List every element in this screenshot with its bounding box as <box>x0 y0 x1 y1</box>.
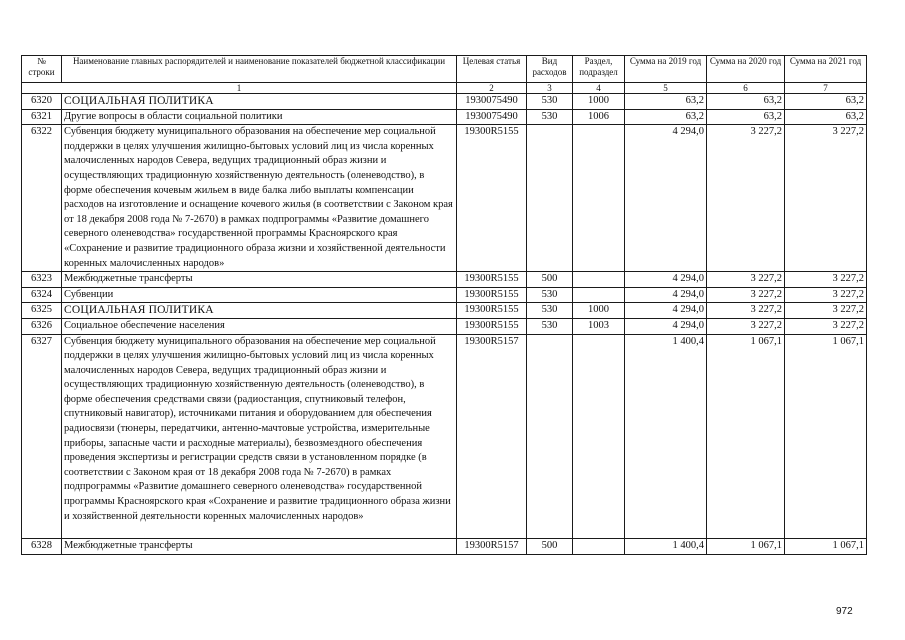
table-row <box>22 272 867 288</box>
row-sum-2020: 3 227,2 <box>707 318 785 334</box>
header-sum-2019: Сумма на 2019 год <box>625 56 707 83</box>
row-sum-2019: 1 400,4 <box>625 539 707 555</box>
row-target-article: 1930075490 <box>457 94 527 110</box>
row-sum-2020: 1 067,1 <box>707 334 785 539</box>
row-section <box>573 539 625 555</box>
row-sum-2020: 3 227,2 <box>707 272 785 288</box>
row-number: 6324 <box>22 287 62 303</box>
row-name: Межбюджетные трансферты <box>62 272 457 288</box>
row-target-article: 1930075490 <box>457 109 527 125</box>
row-expense-type <box>527 125 573 272</box>
row-name: Другие вопросы в области социальной политики <box>62 109 457 125</box>
row-sum-2019: 4 294,0 <box>625 303 707 319</box>
column-number-1: 1 <box>22 83 457 94</box>
header-target-article: Целевая статья <box>457 56 527 83</box>
header-sum-2020: Сумма на 2020 год <box>707 56 785 83</box>
row-expense-type: 530 <box>527 94 573 110</box>
row-sum-2021: 3 227,2 <box>785 318 867 334</box>
budget-table <box>21 55 867 555</box>
row-sum-2021: 1 067,1 <box>785 539 867 555</box>
row-sum-2021: 1 067,1 <box>785 334 867 539</box>
row-sum-2019: 1 400,4 <box>625 334 707 539</box>
row-number: 6321 <box>22 109 62 125</box>
row-target-article: 19300R5157 <box>457 539 527 555</box>
row-target-article: 19300R5155 <box>457 272 527 288</box>
row-section <box>573 334 625 539</box>
row-name: Субвенция бюджету муниципального образования на обеспечение мер социальной поддержки в целях улучшения жилищно-бытовых условий лиц из числа коренных малочисленных народов Севера, ведущих традиционный образ жизни и осуществляющих традиционную хозяйственную деятельность (оленеводство), в форме обеспечения кочевым жильем в виде балка либо выплаты компенсации расходов на изготовление и оснащение кочевого жилья (в соответствии с Законом края от 18 декабря 2008 года № 7-2670) в рамках подпрограммы «Развитие домашнего северного оленеводства» государственной программы Красноярского края «Сохранение и развитие традиционного образа жизни и хозяйственной деятельности коренных малочисленных народов» <box>62 125 457 272</box>
row-number: 6323 <box>22 272 62 288</box>
row-target-article: 19300R5157 <box>457 334 527 539</box>
row-sum-2020: 3 227,2 <box>707 125 785 272</box>
header-name: Наименование главных распорядителей и наименование показателей бюджетной классификации <box>62 56 457 83</box>
row-name: СОЦИАЛЬНАЯ ПОЛИТИКА <box>62 94 457 110</box>
row-sum-2021: 63,2 <box>785 109 867 125</box>
row-number: 6327 <box>22 334 62 539</box>
table-row <box>22 109 867 125</box>
table-row <box>22 539 867 555</box>
row-target-article: 19300R5155 <box>457 318 527 334</box>
row-expense-type <box>527 334 573 539</box>
row-section <box>573 287 625 303</box>
row-sum-2021: 63,2 <box>785 94 867 110</box>
row-sum-2019: 4 294,0 <box>625 287 707 303</box>
column-number-5: 5 <box>625 83 707 94</box>
row-sum-2019: 4 294,0 <box>625 125 707 272</box>
header-row-number: № строки <box>22 56 62 83</box>
row-sum-2021: 3 227,2 <box>785 303 867 319</box>
row-sum-2019: 4 294,0 <box>625 318 707 334</box>
row-section: 1000 <box>573 303 625 319</box>
row-number: 6322 <box>22 125 62 272</box>
column-number-row <box>22 83 867 94</box>
column-number-3: 3 <box>527 83 573 94</box>
row-sum-2019: 4 294,0 <box>625 272 707 288</box>
row-name: Субвенции <box>62 287 457 303</box>
column-number-2: 2 <box>457 83 527 94</box>
row-name: Субвенция бюджету муниципального образования на обеспечение мер социальной поддержки в целях улучшения жилищно-бытовых условий лиц из числа коренных малочисленных народов Севера, ведущих традиционный образ жизни и осуществляющих традиционную хозяйственную деятельность (оленеводство), в форме обеспечения средствами связи (радиостанция, спутниковый телефон, спутниковый навигатор), источниками питания и оборудованием для обеспечения радиосвязи (тюнеры, передатчики, антенно-мачтовые устройства, измерительные приборы, запасные части и расходные материалы), безвозмездного обеспечения проведения экспертизы и регистрации средств связи в установленном порядке (в соответствии с Законом края от 18 декабря 2008 года № 7-2670) в рамках подпрограммы «Развитие домашнего северного оленеводства» государственной программы Красноярского края «Сохранение и развитие традиционного образа жизни и хозяйственной деятельности коренных малочисленных народов» <box>62 334 457 539</box>
row-expense-type: 500 <box>527 272 573 288</box>
row-sum-2019: 63,2 <box>625 109 707 125</box>
table-row <box>22 303 867 319</box>
row-sum-2020: 1 067,1 <box>707 539 785 555</box>
row-sum-2021: 3 227,2 <box>785 272 867 288</box>
row-sum-2019: 63,2 <box>625 94 707 110</box>
row-expense-type: 500 <box>527 539 573 555</box>
row-section <box>573 272 625 288</box>
header-sum-2021: Сумма на 2021 год <box>785 56 867 83</box>
row-sum-2021: 3 227,2 <box>785 287 867 303</box>
row-expense-type: 530 <box>527 109 573 125</box>
row-section <box>573 125 625 272</box>
row-name: Межбюджетные трансферты <box>62 539 457 555</box>
row-name: СОЦИАЛЬНАЯ ПОЛИТИКА <box>62 303 457 319</box>
row-sum-2020: 3 227,2 <box>707 303 785 319</box>
table-row <box>22 334 867 539</box>
row-target-article: 19300R5155 <box>457 303 527 319</box>
row-number: 6328 <box>22 539 62 555</box>
row-target-article: 19300R5155 <box>457 287 527 303</box>
row-sum-2021: 3 227,2 <box>785 125 867 272</box>
table-header-row <box>22 56 867 83</box>
row-section: 1003 <box>573 318 625 334</box>
row-section: 1006 <box>573 109 625 125</box>
column-number-6: 6 <box>707 83 785 94</box>
table-row <box>22 125 867 272</box>
row-sum-2020: 63,2 <box>707 109 785 125</box>
header-section: Раздел, подраздел <box>573 56 625 83</box>
row-sum-2020: 63,2 <box>707 94 785 110</box>
table-row <box>22 318 867 334</box>
row-target-article: 19300R5155 <box>457 125 527 272</box>
row-expense-type: 530 <box>527 318 573 334</box>
column-number-4: 4 <box>573 83 625 94</box>
row-number: 6320 <box>22 94 62 110</box>
column-number-7: 7 <box>785 83 867 94</box>
row-number: 6325 <box>22 303 62 319</box>
row-expense-type: 530 <box>527 287 573 303</box>
table-row <box>22 287 867 303</box>
page-number: 972 <box>836 606 853 617</box>
row-number: 6326 <box>22 318 62 334</box>
row-expense-type: 530 <box>527 303 573 319</box>
row-section: 1000 <box>573 94 625 110</box>
row-name: Социальное обеспечение населения <box>62 318 457 334</box>
row-sum-2020: 3 227,2 <box>707 287 785 303</box>
header-expense-type: Вид расходов <box>527 56 573 83</box>
table-row <box>22 94 867 110</box>
